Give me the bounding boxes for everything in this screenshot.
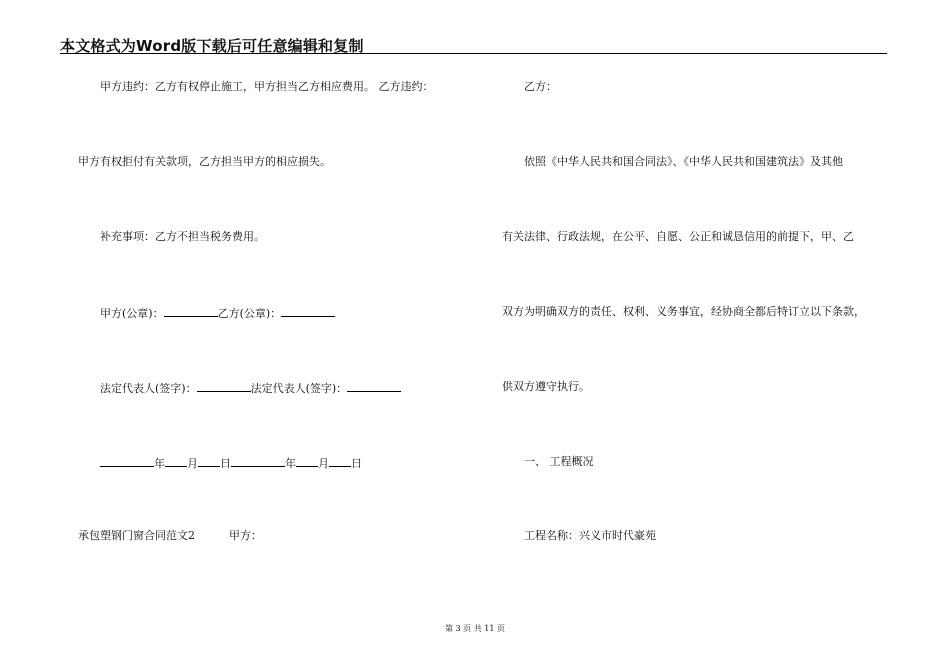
left-line-representatives [100,380,401,396]
document-header-title: 本文格式为Word版下载后可任意编辑和复制 [60,37,364,55]
party-a-rep-blank [197,380,251,392]
left-line-refusal-payment: 甲方有权拒付有关款项，乙方担当甲方的相应损失。 [78,155,331,168]
left-line-contract-title: 承包塑钢门窗合同范文2 [78,529,195,542]
date-a-year-blank [100,455,154,467]
party-b-rep-label: 法定代表人(签字)： [250,382,348,395]
left-line-supplementary: 补充事项：乙方不担当税务费用。 [100,230,265,243]
right-line-party-b: 乙方： [524,80,557,93]
party-a-seal-label: 甲方(公章)： [100,307,164,320]
date-a-day-blank [198,455,220,467]
left-line-seals [100,305,335,321]
date-b-day-label: 日 [351,457,362,470]
date-b-day-blank [329,455,351,467]
right-line-laws-principles: 有关法律、行政法规，在公平、自愿、公正和诚恳信用的前提下，甲、乙 [502,230,854,243]
party-a-seal-blank [164,305,218,317]
date-a-month-label: 月 [187,457,198,470]
right-line-compliance: 供双方遵守执行。 [502,380,590,393]
date-b-year-blank [231,455,285,467]
right-line-project-name: 工程名称：兴义市时代豪苑 [524,529,656,542]
left-line-party-a: 甲方： [229,529,262,542]
page-number: 第 3 页 共 11 页 [445,624,505,633]
party-b-seal-label: 乙方(公章)： [217,307,282,320]
date-a-day-label: 日 [220,457,231,470]
date-b-year-label: 年 [285,457,296,470]
right-line-responsibilities: 双方为明确双方的责任、权利、义务事宜，经协商全都后特订立以下条款， [502,305,865,318]
header-divider [60,53,887,54]
left-line-breach-clauses: 甲方违约：乙方有权停止施工，甲方担当乙方相应费用。 乙方违约： [100,80,434,93]
party-b-rep-blank [347,380,401,392]
date-b-month-label: 月 [318,457,329,470]
left-line-dates [100,455,362,471]
right-line-legal-basis: 依照《中华人民共和国合同法》、《中华人民共和国建筑法》及其他 [524,155,843,168]
right-line-section-heading: 一、 工程概况 [524,455,594,468]
party-a-rep-label: 法定代表人(签字)： [100,382,197,395]
date-b-month-blank [296,455,318,467]
date-a-month-blank [165,455,187,467]
date-a-year-label: 年 [154,457,165,470]
party-b-seal-blank [281,305,335,317]
